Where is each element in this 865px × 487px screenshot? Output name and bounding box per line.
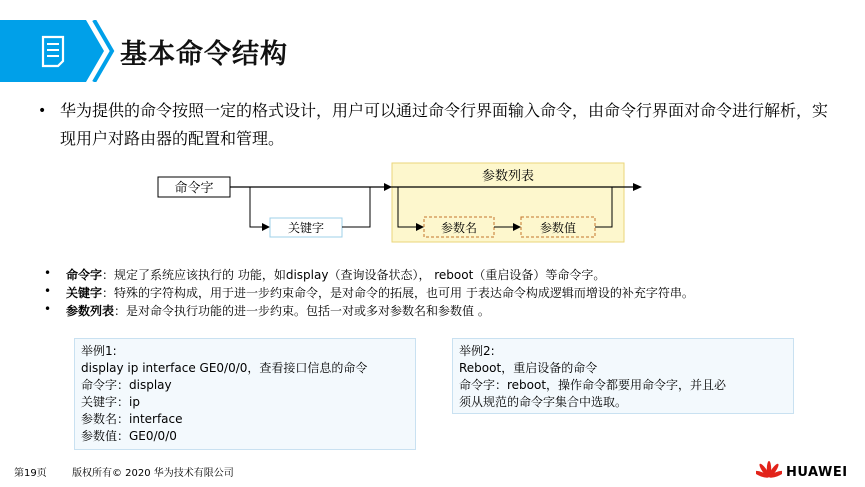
example-line: 举例1:	[81, 344, 117, 358]
page-number: 第19页	[14, 468, 47, 479]
example-line: Reboot，重启设备的命令	[459, 361, 598, 375]
page-title: 基本命令结构	[120, 39, 288, 70]
intro-text: 华为提供的命令按照一定的格式设计，用户可以通过命令行界面输入命令，由命令行界面对命令进行解析，实现用户对路由器的配置和管理。	[60, 101, 829, 148]
example-line: 须从规范的命令字集合中选取。	[459, 395, 628, 409]
example-1-box	[74, 338, 416, 450]
example-line: 参数值：GE0/0/0	[81, 429, 177, 443]
command-word-label: 命令字	[174, 181, 214, 196]
example-line: 举例2:	[459, 344, 495, 358]
example-line: 参数名：interface	[81, 412, 183, 426]
arrow-end	[633, 183, 642, 191]
param-list-label: 参数列表	[481, 169, 535, 184]
example-line: 关键字：ip	[81, 395, 140, 409]
example-line: 命令字：display	[81, 378, 172, 392]
param-value-label: 参数值	[539, 221, 577, 235]
arrow-into-list	[384, 183, 392, 191]
keyword-label: 关键字	[287, 221, 325, 235]
title-banner	[0, 20, 118, 82]
copyright: 版权所有© 2020 华为技术有限公司	[72, 468, 234, 479]
example-2-box	[452, 338, 794, 414]
bullet-dot: •	[38, 103, 47, 119]
huawei-petal-logo-icon	[756, 460, 782, 482]
command-structure-diagram	[0, 155, 865, 265]
example-line: 命令字：reboot，操作命令都要用命令字，并且必	[459, 378, 727, 392]
huawei-logo-text: HUAWEI	[786, 465, 848, 480]
param-name-label: 参数名	[440, 221, 478, 235]
example-line: display ip interface GE0/0/0，查看接口信息的命令	[81, 361, 368, 375]
